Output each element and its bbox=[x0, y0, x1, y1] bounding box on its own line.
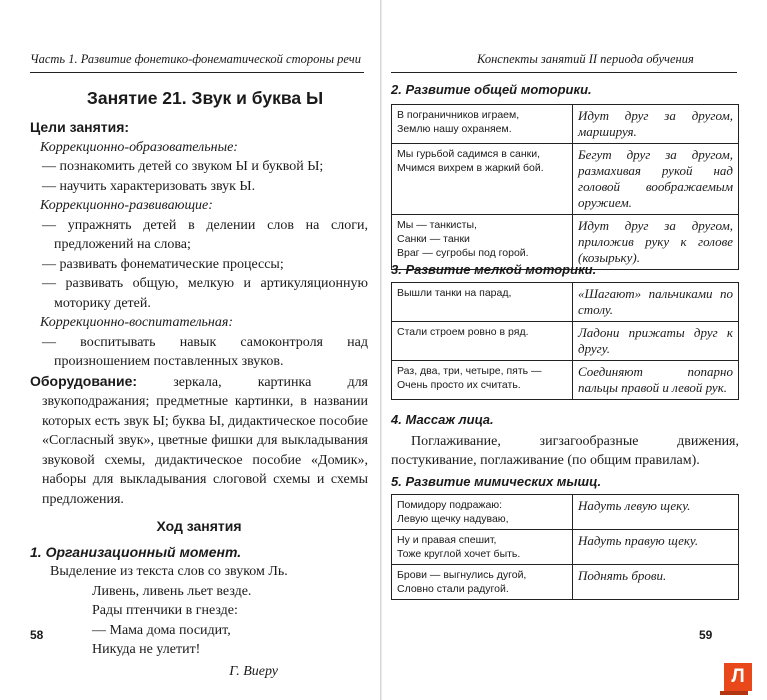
verse-line: Ну и правая спешит, bbox=[397, 534, 497, 546]
dev-item: — развивать фонематические процессы; bbox=[42, 256, 284, 272]
table-row bbox=[392, 361, 739, 400]
running-head-left: Часть 1. Развитие фонетико-фонематической стороны речи bbox=[30, 52, 362, 66]
verse-line: Враг — сугробы под горой. bbox=[397, 247, 529, 259]
publisher-logo: Л bbox=[724, 663, 752, 691]
action-cell: Идут друг за другом, приложив руку к голове (козырьку). bbox=[573, 215, 739, 270]
poem-author: Г. Виеру bbox=[229, 663, 278, 679]
dev-item: — упражнять детей в делении слов на слоги, предложений на слова; bbox=[42, 217, 368, 252]
section-1-text: Выделение из текста слов со звуком Ль. bbox=[50, 564, 288, 579]
section-3-heading: 3. Развитие мелкой моторики. bbox=[391, 262, 597, 277]
action-cell: Надуть правую щеку. bbox=[573, 530, 739, 565]
page-number-left: 58 bbox=[30, 628, 44, 642]
poem-line: Никуда не улетит! bbox=[92, 642, 201, 657]
verse-line: Словно стали радугой. bbox=[397, 583, 509, 595]
equipment-paragraph bbox=[30, 372, 368, 510]
edu-item: — научить характеризовать звук Ы. bbox=[42, 178, 256, 194]
header-rule-right bbox=[391, 72, 737, 73]
running-head-right: Конспекты занятий II периода обучения bbox=[477, 52, 694, 66]
edu-item: — познакомить детей со звуком Ы и буквой Ы; bbox=[42, 159, 324, 174]
section-4-text: Поглаживание, зигзагообразные движения, постукивание, поглаживание (по общим правилам). bbox=[391, 434, 739, 468]
action-cell: Идут друг за другом, маршируя. bbox=[573, 105, 739, 144]
action-cell: «Шагают» пальчиками по столу. bbox=[573, 283, 739, 322]
verse-line: Санки — танки bbox=[397, 233, 470, 245]
table-row bbox=[392, 495, 739, 530]
verse-line: В пограничников играем, bbox=[397, 109, 520, 121]
table-row bbox=[392, 144, 739, 215]
goals-heading: Цели занятия: bbox=[30, 119, 130, 135]
dev-heading: Коррекционно-развивающие: bbox=[40, 198, 213, 213]
header-rule-left bbox=[30, 72, 364, 73]
equipment-text: зеркала, картинка для звукоподражания; предметные картинки, в названии которых есть звук Ы; буква Ы, дидактическое пособие «Согласный звук», цветные фишки для выкладывания звуковой схемы, дидактическое пособие «Домик», наборы для выкладывания слоговой схемы и схемы предложения. bbox=[42, 374, 368, 507]
verse-cell bbox=[392, 530, 573, 565]
verse-cell bbox=[392, 144, 573, 215]
mimic-muscle-table bbox=[391, 494, 739, 600]
lesson-title: Занятие 21. Звук и буква Ы bbox=[86, 88, 324, 108]
verse-cell bbox=[392, 105, 573, 144]
left-page bbox=[0, 0, 380, 700]
section-5-heading: 5. Развитие мимических мышц. bbox=[391, 474, 602, 489]
upb-heading: Коррекционно-воспитательная: bbox=[40, 315, 234, 330]
right-page bbox=[381, 0, 767, 700]
upb-item: — воспитывать навык самоконтроля над произношением поставленных звуков. bbox=[42, 334, 368, 369]
verse-line: Мчимся вихрем в жаркий бой. bbox=[397, 162, 544, 174]
verse-line: Очень просто их считать. bbox=[397, 379, 521, 391]
action-cell: Соединяют попарно пальцы правой и левой рук. bbox=[573, 361, 739, 400]
section-4-heading: 4. Массаж лица. bbox=[391, 412, 494, 427]
verse-cell bbox=[392, 495, 573, 530]
verse-line: Левую щечку надуваю, bbox=[397, 513, 509, 525]
verse-cell bbox=[392, 322, 573, 361]
action-cell: Бегут друг за другом, размахивая рукой над головой воображаемым оружием. bbox=[573, 144, 739, 215]
poem-line: — Мама дома посидит, bbox=[92, 622, 231, 638]
section-1-heading: 1. Организационный момент. bbox=[30, 543, 242, 560]
poem-line: Ливень, ливень льет везде. bbox=[92, 583, 252, 599]
action-cell: Ладони прижаты друг к другу. bbox=[573, 322, 739, 361]
equipment-label: Оборудование: bbox=[30, 372, 138, 389]
verse-line: Мы гурьбой садимся в санки, bbox=[397, 148, 541, 160]
table-row bbox=[392, 283, 739, 322]
verse-line: Брови — выгнулись дугой, bbox=[397, 569, 527, 581]
verse-line: Землю нашу охраняем. bbox=[397, 123, 512, 135]
section-2-heading: 2. Развитие общей моторики. bbox=[391, 82, 592, 97]
verse-line: Мы — танкисты, bbox=[397, 219, 477, 231]
table-row bbox=[392, 530, 739, 565]
poem-line: Рады птенчики в гнезде: bbox=[92, 603, 238, 618]
verse-line: Стали строем ровно в ряд. bbox=[397, 326, 529, 338]
dev-item: — развивать общую, мелкую и артикуляционную моторику детей. bbox=[42, 276, 368, 311]
verse-cell bbox=[392, 283, 573, 322]
action-cell: Поднять брови. bbox=[573, 565, 739, 600]
table-row bbox=[392, 565, 739, 600]
table-row bbox=[392, 322, 739, 361]
table-row bbox=[392, 105, 739, 144]
left-content bbox=[30, 118, 368, 681]
action-cell: Надуть левую щеку. bbox=[573, 495, 739, 530]
course-heading: Ход занятия bbox=[156, 518, 242, 534]
verse-cell bbox=[392, 565, 573, 600]
verse-line: Помидору подражаю: bbox=[397, 499, 503, 511]
page-number-right: 59 bbox=[699, 628, 713, 642]
edu-heading: Коррекционно-образовательные: bbox=[40, 139, 238, 155]
fine-motor-table bbox=[391, 282, 739, 400]
verse-line: Вышли танки на парад, bbox=[397, 287, 512, 299]
verse-cell bbox=[392, 361, 573, 400]
verse-line: Раз, два, три, четыре, пять — bbox=[397, 365, 542, 377]
general-motor-table bbox=[391, 104, 739, 270]
verse-line: Тоже круглой хочет быть. bbox=[397, 548, 521, 560]
